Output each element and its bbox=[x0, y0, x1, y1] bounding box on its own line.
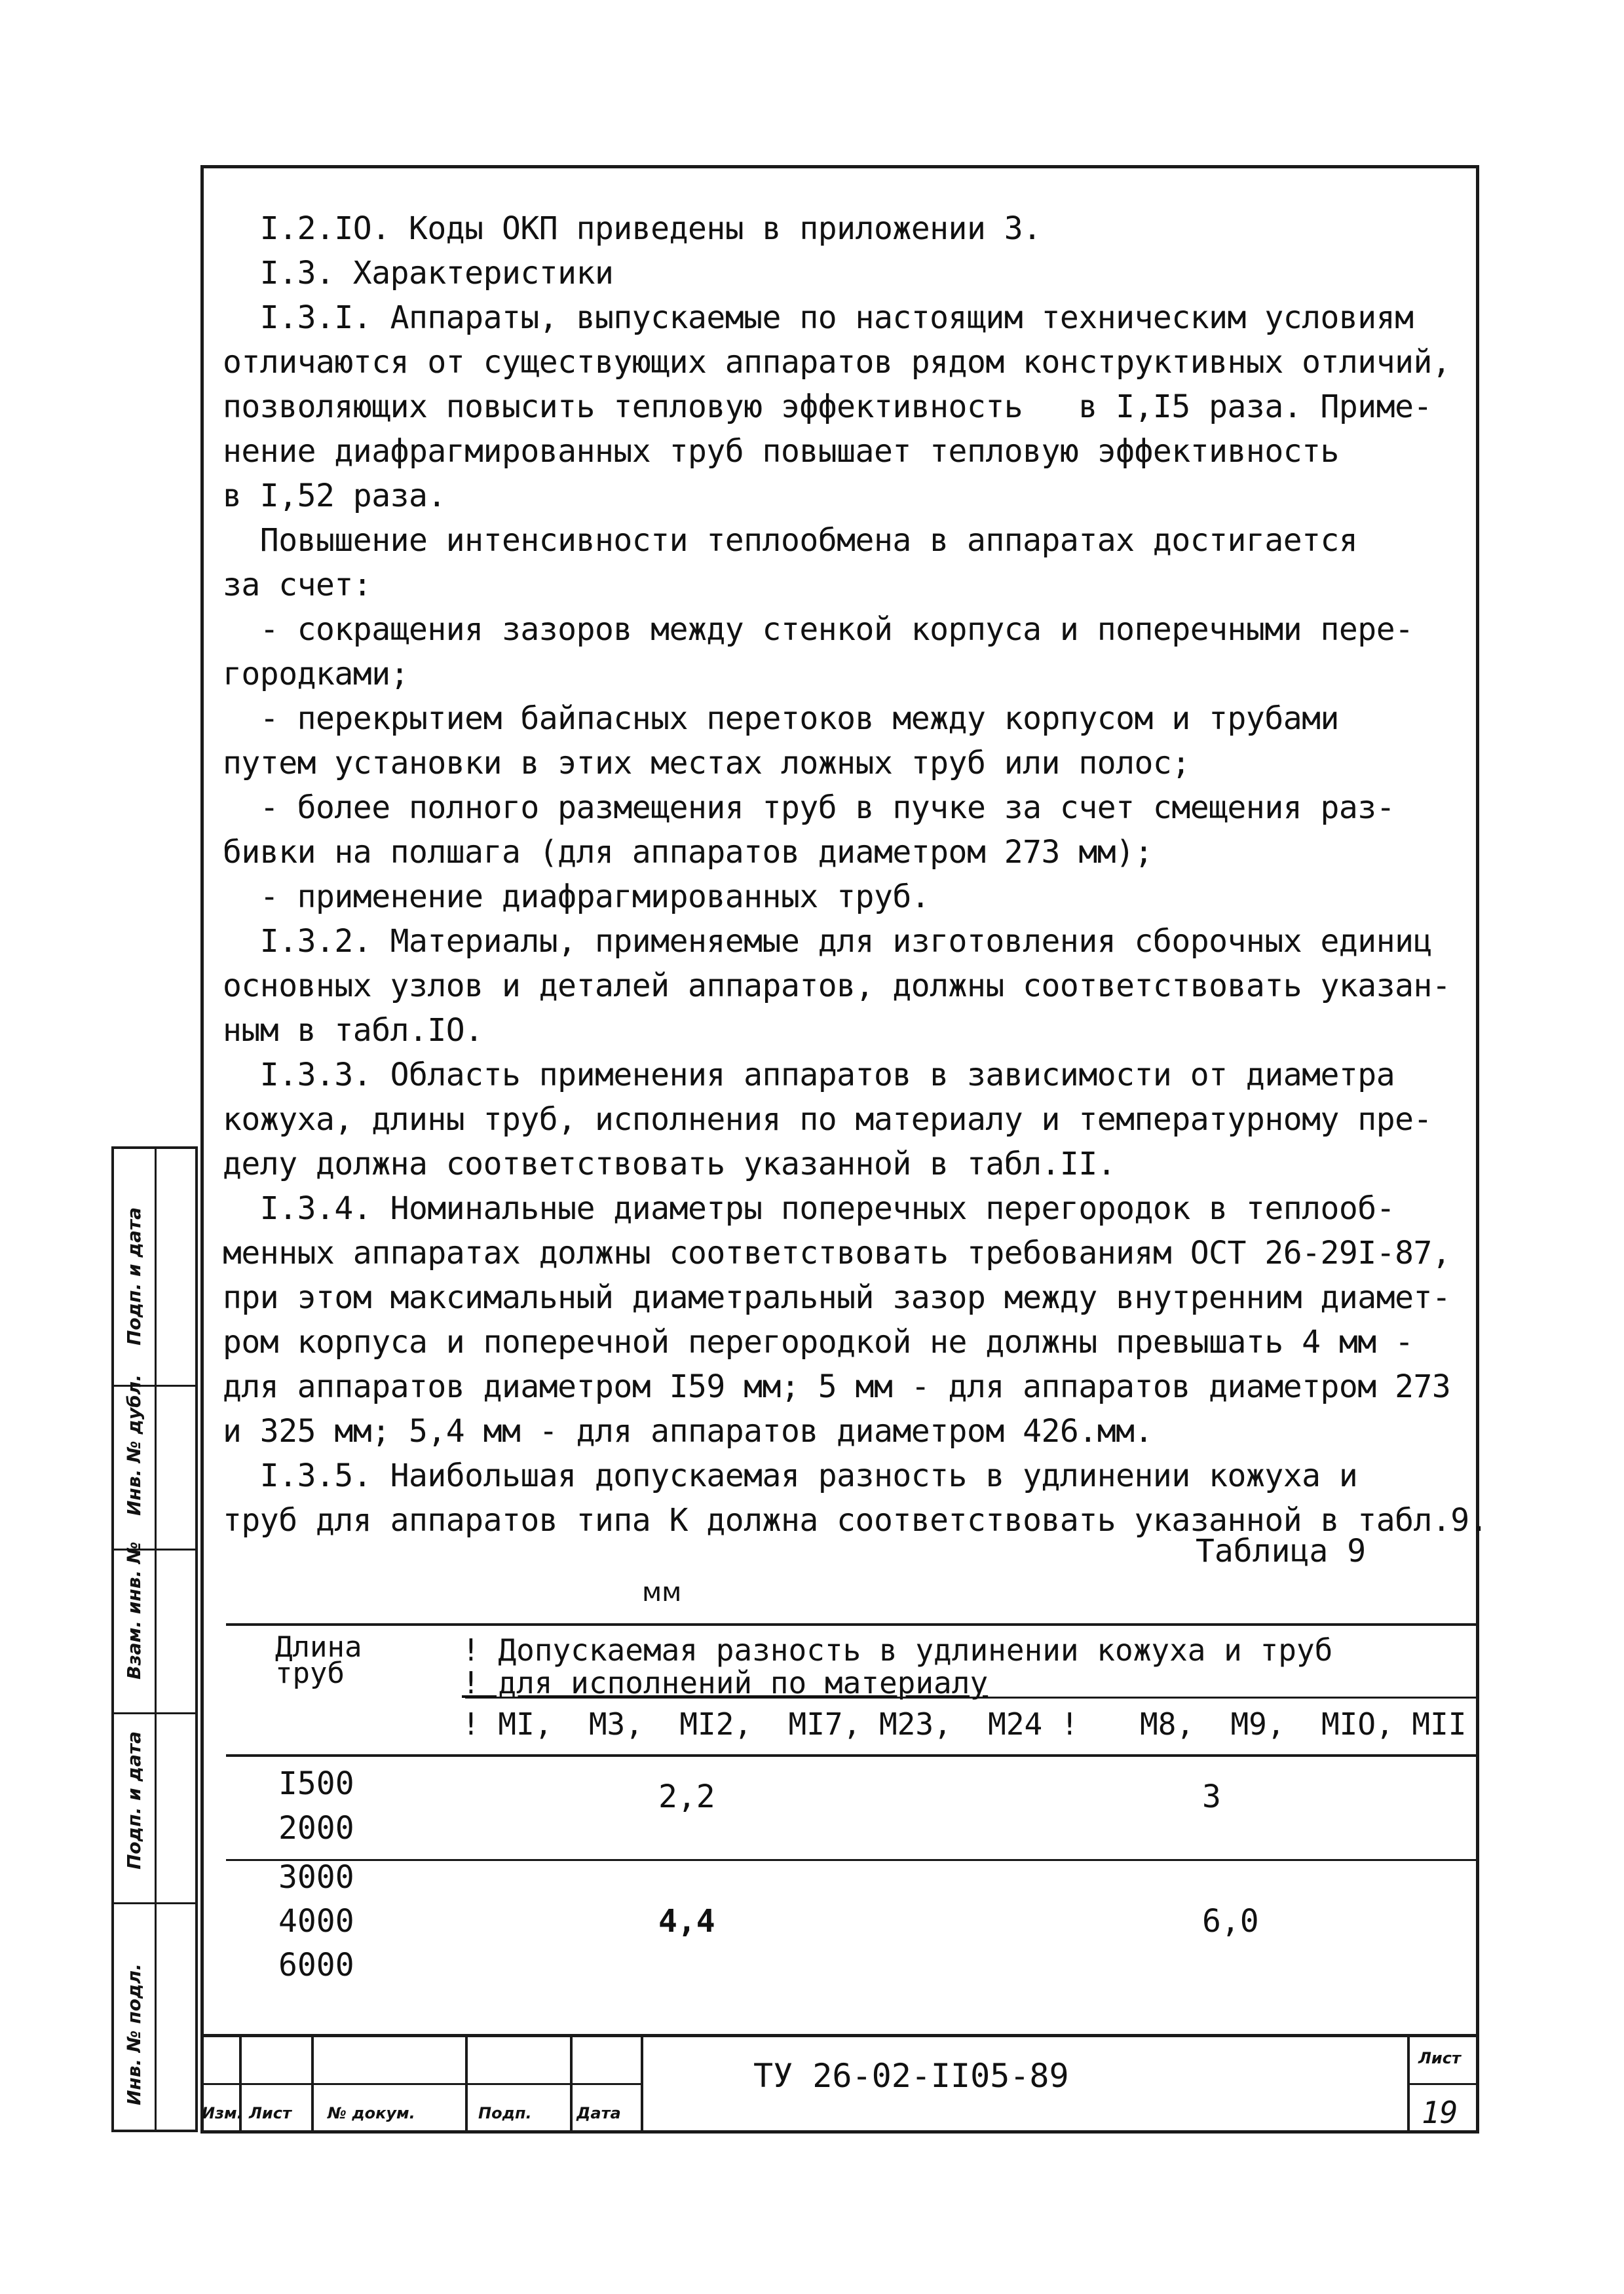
row-length: 2000 bbox=[278, 1810, 354, 1847]
table-top-rule bbox=[226, 1623, 1479, 1626]
title-block-mid-rule bbox=[200, 2083, 643, 2085]
paragraph-line: городками; bbox=[223, 656, 409, 692]
title-block-top-rule bbox=[200, 2034, 1479, 2037]
paragraph-line: I.3.I. Аппараты, выпускаемые по настоящим техническим условиям bbox=[223, 299, 1414, 336]
side-strip-label: Подп. и дата bbox=[123, 1731, 145, 1870]
side-strip-row-rule bbox=[114, 1902, 195, 1904]
stamp-col-label: Дата bbox=[576, 2104, 621, 2122]
paragraph-line: I.3.4. Номинальные диаметры поперечных перегородок в теплооб- bbox=[223, 1190, 1395, 1227]
row-value-a: 4,4 bbox=[658, 1903, 715, 1940]
paragraph-line: I.3. Характеристики bbox=[223, 255, 614, 291]
stamp-col-label: Лист bbox=[249, 2104, 292, 2122]
paragraph-line: Повышение интенсивности теплообмена в аппаратах достигается bbox=[223, 522, 1358, 559]
table-caption: Таблица 9 bbox=[1196, 1533, 1367, 1570]
paragraph-line: I.3.5. Наибольшая допускаемая разность в удлинении кожуха и bbox=[223, 1457, 1358, 1494]
paragraph-line: ром корпуса и поперечной перегородкой не должны превышать 4 мм - bbox=[223, 1324, 1414, 1361]
table-row-divider bbox=[226, 1859, 1479, 1861]
title-block-col-rule bbox=[311, 2034, 314, 2134]
paragraph-line: менных аппаратах должны соответствовать требованиям ОСТ 26-29I-87, bbox=[223, 1235, 1451, 1271]
paragraph-line: кожуха, длины труб, исполнения по материалу и температурному пре- bbox=[223, 1101, 1432, 1138]
side-strip bbox=[111, 1146, 198, 2132]
row-length: 6000 bbox=[278, 1947, 354, 1984]
group-header: ! для исполнений по материалу bbox=[462, 1665, 989, 1701]
paragraph-line: для аппаратов диаметром I59 мм; 5 мм - для аппаратов диаметром 273 bbox=[223, 1368, 1451, 1405]
document-code: ТУ 26-02-II05-89 bbox=[753, 2057, 1069, 2095]
side-strip-label: Инв. № дубл. bbox=[123, 1374, 145, 1516]
row-value-b: 3 bbox=[1202, 1778, 1221, 1815]
paragraph-line: труб для аппаратов типа К должна соответствовать указанной в табл.9. bbox=[223, 1502, 1488, 1539]
paragraph-line: - сокращения зазоров между стенкой корпуса и поперечными пере- bbox=[223, 611, 1414, 648]
paragraph-line: при этом максимальный диаметральный зазор между внутренним диамет- bbox=[223, 1279, 1451, 1316]
side-strip-label: Инв. № подл. bbox=[123, 1963, 145, 2105]
paragraph-line: I.3.2. Материалы, применяемые для изготовления сборочных единиц bbox=[223, 923, 1432, 960]
body-text bbox=[223, 206, 1488, 1543]
title-block-sheet-rule bbox=[1407, 2083, 1479, 2085]
table-header-bottom-rule bbox=[226, 1754, 1479, 1757]
paragraph-line: основных узлов и деталей аппаратов, должны соответствовать указан- bbox=[223, 968, 1451, 1004]
row-length: 3000 bbox=[278, 1859, 354, 1896]
group-header: ! Допускаемая разность в удлинении кожуха и труб bbox=[462, 1632, 1333, 1668]
paragraph-line: в I,52 раза. bbox=[223, 478, 446, 514]
paragraph-line: позволяющих повысить тепловую эффективность в I,I5 раза. Приме- bbox=[223, 388, 1432, 425]
title-block-col-rule bbox=[570, 2034, 573, 2134]
title-block-col-rule bbox=[465, 2034, 468, 2134]
sub-header-group-b: М8, М9, МIO, МII bbox=[1140, 1706, 1467, 1742]
paragraph-line: за счет: bbox=[223, 567, 372, 603]
side-strip-label: Подп. и дата bbox=[123, 1207, 145, 1345]
row-length: 4000 bbox=[278, 1903, 354, 1940]
side-strip-row-rule bbox=[114, 1712, 195, 1714]
table-units: мм bbox=[642, 1577, 682, 1608]
row-value-b: 6,0 bbox=[1202, 1903, 1259, 1940]
paragraph-line: ным в табл.IO. bbox=[223, 1012, 483, 1049]
paragraph-line: делу должна соответствовать указанной в табл.II. bbox=[223, 1146, 1116, 1182]
paragraph-line: нение диафрагмированных труб повышает тепловую эффективность bbox=[223, 433, 1339, 470]
paragraph-line: и 325 мм; 5,4 мм - для аппаратов диаметром 426.мм. bbox=[223, 1413, 1153, 1450]
paragraph-line: I.2.IO. Коды ОКП приведены в приложении 3. bbox=[223, 210, 1042, 247]
paragraph-line: бивки на полшага (для аппаратов диаметром 273 мм); bbox=[223, 834, 1153, 871]
title-block-col-rule bbox=[641, 2034, 643, 2134]
col-header-length: Длина bbox=[275, 1630, 362, 1664]
side-strip-label: Взам. инв. № bbox=[123, 1541, 145, 1680]
stamp-col-label: № докум. bbox=[328, 2104, 415, 2122]
paragraph-line: - перекрытием байпасных перетоков между корпусом и трубами bbox=[223, 700, 1339, 737]
sheet-label: Лист bbox=[1418, 2049, 1461, 2067]
col-header-length: труб bbox=[275, 1657, 345, 1690]
row-length: I500 bbox=[278, 1765, 354, 1802]
paragraph-line: - применение диафрагмированных труб. bbox=[223, 878, 930, 915]
stamp-col-label: Подп. bbox=[478, 2104, 532, 2122]
sub-header-group-a: ! МI, М3, МI2, МI7, М23, М24 ! bbox=[462, 1706, 1079, 1742]
paragraph-line: - более полного размещения труб в пучке за счет смещения раз- bbox=[223, 789, 1395, 826]
paragraph-line: I.3.3. Область применения аппаратов в зависимости от диаметра bbox=[223, 1057, 1395, 1093]
paragraph-line: путем установки в этих местах ложных труб или полос; bbox=[223, 745, 1190, 781]
row-value-a: 2,2 bbox=[658, 1778, 715, 1815]
stamp-col-label: Изм. bbox=[202, 2104, 243, 2122]
side-strip-divider bbox=[155, 1149, 157, 2130]
page-number: 19 bbox=[1422, 2095, 1458, 2130]
paragraph-line: отличаются от существующих аппаратов рядом конструктивных отличий, bbox=[223, 344, 1451, 381]
